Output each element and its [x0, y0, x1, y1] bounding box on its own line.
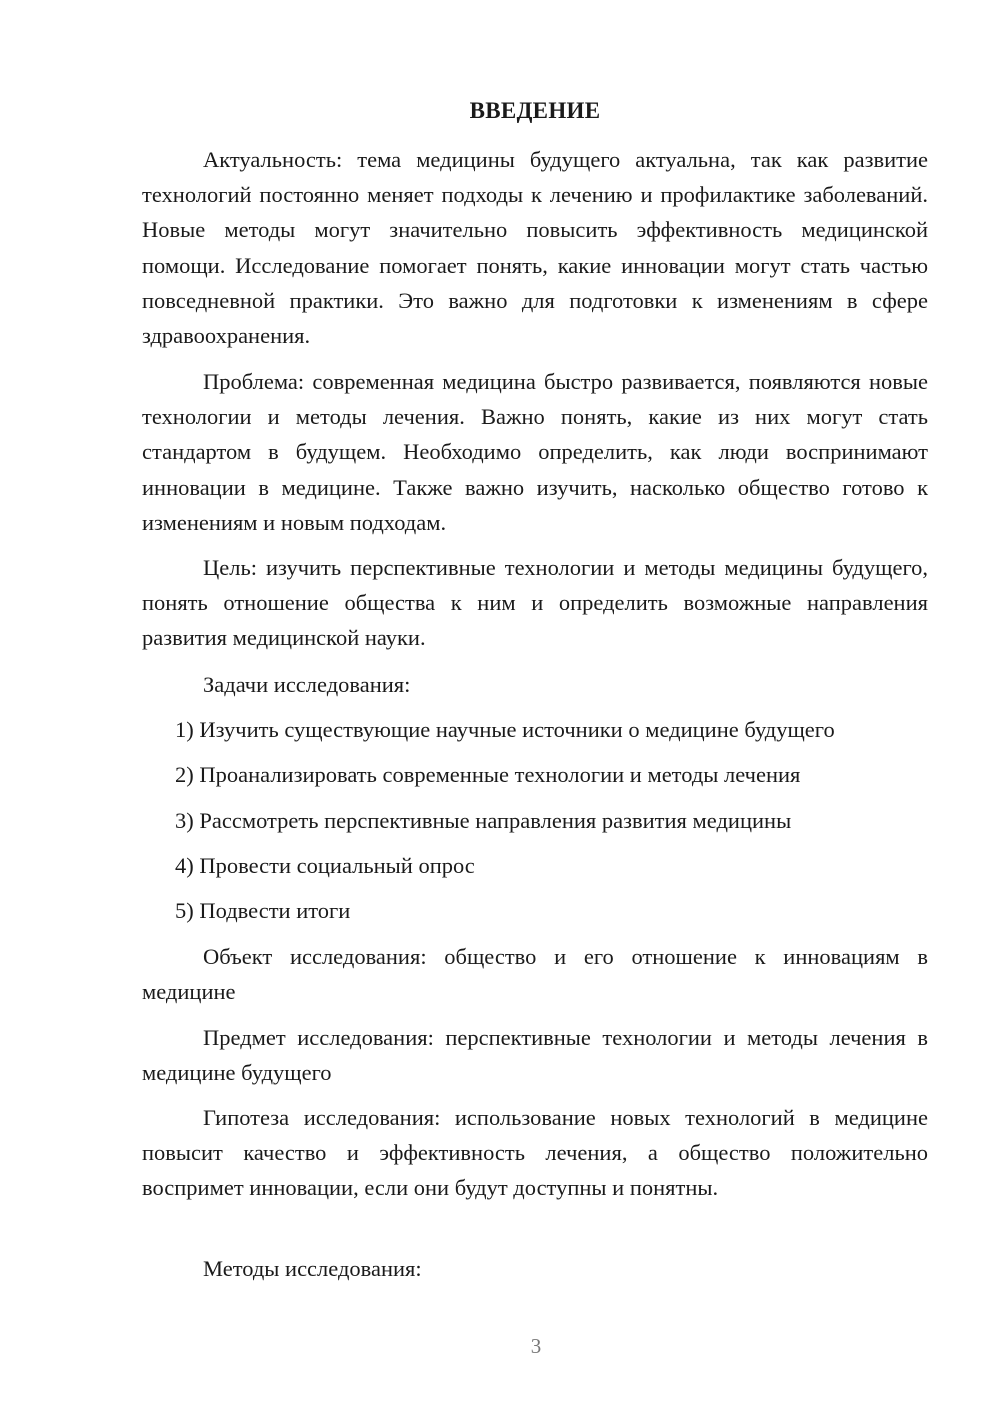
paragraph-subject: Предмет исследования: перспективные технологии и методы лечения в медицине будущего: [142, 1025, 928, 1086]
task-item-2: 2) Проанализировать современные технологии и методы лечения: [175, 762, 801, 787]
tasks-heading: Задачи исследования:: [203, 672, 411, 697]
section-title: ВВЕДЕНИЕ: [469, 98, 601, 123]
paragraph-problem: Проблема: современная медицина быстро развивается, появляются новые технологии и методы лечения. Важно понять, какие из них могут стать стандартом в будущем. Необходимо определить, как люди воспринимают инновации в медицине. Также важно изучить, насколько общество готово к изменениям и новым подходам.: [142, 369, 928, 535]
task-item-4: 4) Провести социальный опрос: [175, 853, 475, 878]
paragraph-relevance: Актуальность: тема медицины будущего актуальна, так как развитие технологий постоянно меняет подходы к лечению и профилактике заболеваний. Новые методы могут значительно повысить эффективность медицинской помощи. Исследование помогает понять, какие инновации могут стать частью повседневной практики. Это важно для подготовки к изменениям в сфере здравоохранения.: [142, 147, 928, 349]
paragraph-goal: Цель: изучить перспективные технологии и методы медицины будущего, понять отношение общества к ним и определить возможные направления развития медицинской науки.: [142, 555, 928, 651]
task-item-1: 1) Изучить существующие научные источники о медицине будущего: [175, 717, 835, 742]
methods-heading: Методы исследования:: [203, 1256, 422, 1281]
paragraph-hypothesis: Гипотеза исследования: использование новых технологий в медицине повысит качество и эффективность лечения, а общество положительно воспримет инновации, если они будут доступны и понятны.: [142, 1105, 928, 1201]
task-item-5: 5) Подвести итоги: [175, 898, 351, 923]
task-item-3: 3) Рассмотреть перспективные направления развития медицины: [175, 808, 792, 833]
page-number: 3: [530, 1334, 542, 1358]
paragraph-object: Объект исследования: общество и его отношение к инновациям в медицине: [142, 944, 928, 1005]
